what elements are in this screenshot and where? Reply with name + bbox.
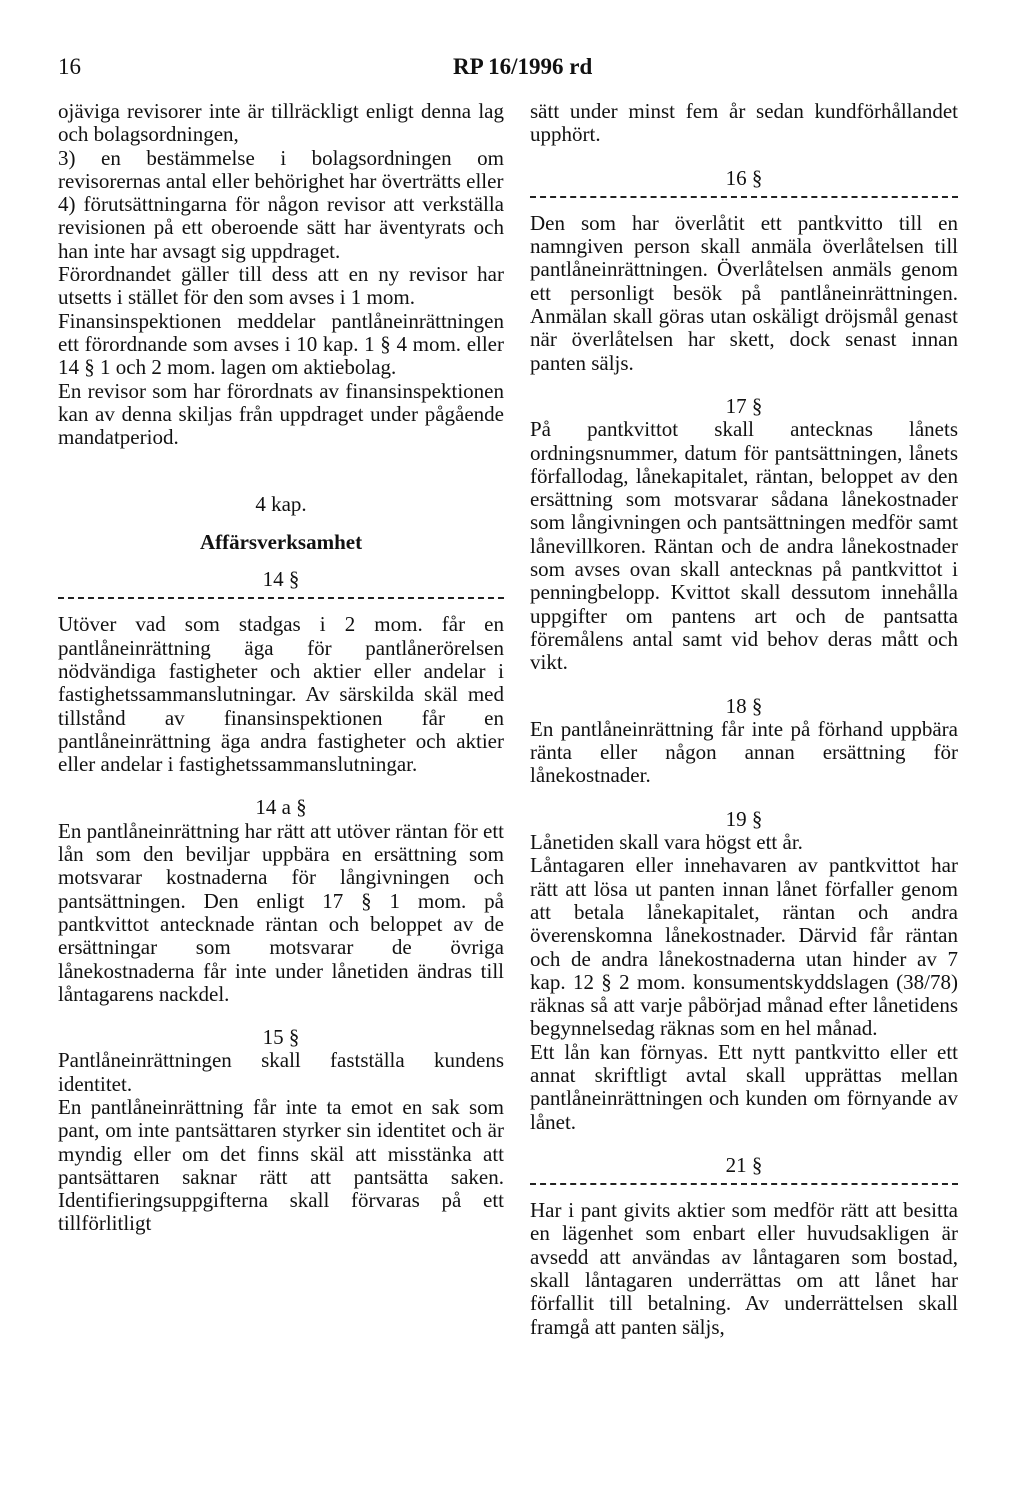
right-column bbox=[530, 100, 958, 1339]
paragraph: 4) förutsättningarna för någon revisor att verkställa revisionen på ett oberoende sätt har äventyrats och han inte har avsagt sig uppdraget. bbox=[58, 192, 504, 263]
paragraph: Har i pant givits aktier som medför rätt att besitta en lägenhet som enbart eller huvudsakligen är avsedd att användas av låntagaren som bostad, skall låntagaren underrättas om att lånet har förfallit till betalning. Av underrättelsen skall framgå att panten säljs, bbox=[530, 1198, 958, 1339]
section-heading: 14 a § bbox=[255, 795, 307, 820]
running-title: RP 16/1996 rd bbox=[453, 54, 593, 79]
paragraph: Pantlåneinrättningen skall fastställa kundens identitet. bbox=[58, 1048, 504, 1096]
section-heading: 18 § bbox=[725, 693, 763, 718]
paragraph: En pantlåneinrättning har rätt att utöver räntan för ett lån som den beviljar uppbära en ersättning som motsvarar kostnaderna för långivningen och pantsättningen. Den enligt 17 § 1 mom. på pantkvittot antecknade räntan och beloppet av de ersättningar som motsvarar de övriga lånekostnaderna får inte under lånetiden ändras till låntagarens nackdel. bbox=[58, 818, 504, 1006]
page-header bbox=[58, 54, 966, 94]
section-heading: 17 § bbox=[725, 393, 763, 418]
paragraph: Lånetiden skall vara högst ett år. bbox=[530, 830, 803, 855]
paragraph: ojäviga revisorer inte är tillräckligt enligt denna lag och bolagsordningen, bbox=[58, 99, 504, 147]
section-heading: 16 § bbox=[530, 167, 958, 198]
paragraph: Förordnandet gäller till dess att en ny revisor har utsetts i stället för den som avses i 1 mom. bbox=[58, 262, 504, 310]
paragraph: Finansinspektionen meddelar pantlåneinrättningen ett förordnande som avses i 10 kap. 1 § 4 mom. eller 14 § 1 och 2 mom. lagen om aktiebolag. bbox=[58, 308, 504, 380]
paragraph: En pantlåneinrättning får inte på förhand uppbära ränta eller någon annan ersättning för lånekostnader. bbox=[530, 716, 958, 788]
paragraph: 3) en bestämmelse i bolagsordningen om revisorernas antal eller behörighet har överträtts eller bbox=[58, 145, 504, 193]
paragraph: Låntagaren eller innehavaren av pantkvittot har rätt att lösa ut panten innan lånet förfaller genom att betala lånekapitalet, räntan och andra överenskomna lånekostnader. Därvid får räntan och de andra lånekostnaderna utan hinder av 7 kap. 12 § 2 mom. konsumentskyddslagen (38/78) räknas så att varje påbörjad månad efter lånetidens begynnelsedag räknas som en hel månad. bbox=[530, 853, 958, 1041]
paragraph: sätt under minst fem år sedan kundförhållandet upphört. bbox=[530, 99, 958, 147]
paragraph: På pantkvittot skall antecknas lånets ordningsnummer, datum för pantsättningen, lånets förfallodag, lånekapitalet, räntan, beloppet av den ersättning som motsvarar sådana lånekostnader som långivningen och pantsättningen medför samt lånevillkoren. Räntan och de andra lånekostnader som avses ovan skall antecknas på pantkvittot i penningbelopp. Kvittot skall dessutom innehålla uppgifter om pantens art och de pantsatta föremålens antal samt vid behov deras mått och vikt. bbox=[530, 417, 958, 675]
page-number: 16 bbox=[58, 54, 81, 79]
paragraph: Ett lån kan förnyas. Ett nytt pantkvitto eller ett annat skriftligt avtal skall upprättas mellan pantlåneinrättningen och kunden om förnyande av lånet. bbox=[530, 1039, 958, 1134]
chapter-title: Affärsverksamhet bbox=[199, 529, 363, 554]
paragraph: Den som har överlåtit ett pantkvitto till en namngiven person skall anmäla överlåtelsen till pantlåneinrättningen. Överlåtelsen anmäls genom ett personligt besök på pantlåneinrättningen. Anmälan skall göras utan oskäligt dröjsmål genast när överlåtelsen har skett, dock senast innan panten säljs. bbox=[530, 210, 958, 375]
paragraph: En pantlåneinrättning får inte ta emot en sak som pant, om inte pantsättaren styrker sin identitet och är myndig eller om det finns skäl att misstänka att pantsättaren saknar rätt att pantsätta saken. Identifieringsuppgifterna skall förvaras på ett tillförlitligt bbox=[58, 1094, 504, 1236]
section-heading: 21 § bbox=[530, 1154, 958, 1185]
section-heading: 14 § bbox=[58, 568, 504, 599]
chapter-number: 4 kap. bbox=[255, 492, 307, 517]
section-heading: 19 § bbox=[725, 806, 763, 831]
paragraph: Utöver vad som stadgas i 2 mom. får en pantlåneinrättning äga för pantlånerörelsen nödvändiga fastigheter och aktier eller andelar i fastighetssammanslutningar. Av särskilda skäl med tillstånd av finansinspektionen får en pantlåneinrättning äga andra fastigheter och aktier eller andelar i fastighetssammanslutningar. bbox=[58, 612, 504, 777]
section-heading: 15 § bbox=[262, 1025, 300, 1050]
paragraph: En revisor som har förordnats av finansinspektionen kan av denna skiljas från uppdraget under pågående mandatperiod. bbox=[58, 378, 504, 450]
left-column bbox=[58, 100, 504, 1236]
